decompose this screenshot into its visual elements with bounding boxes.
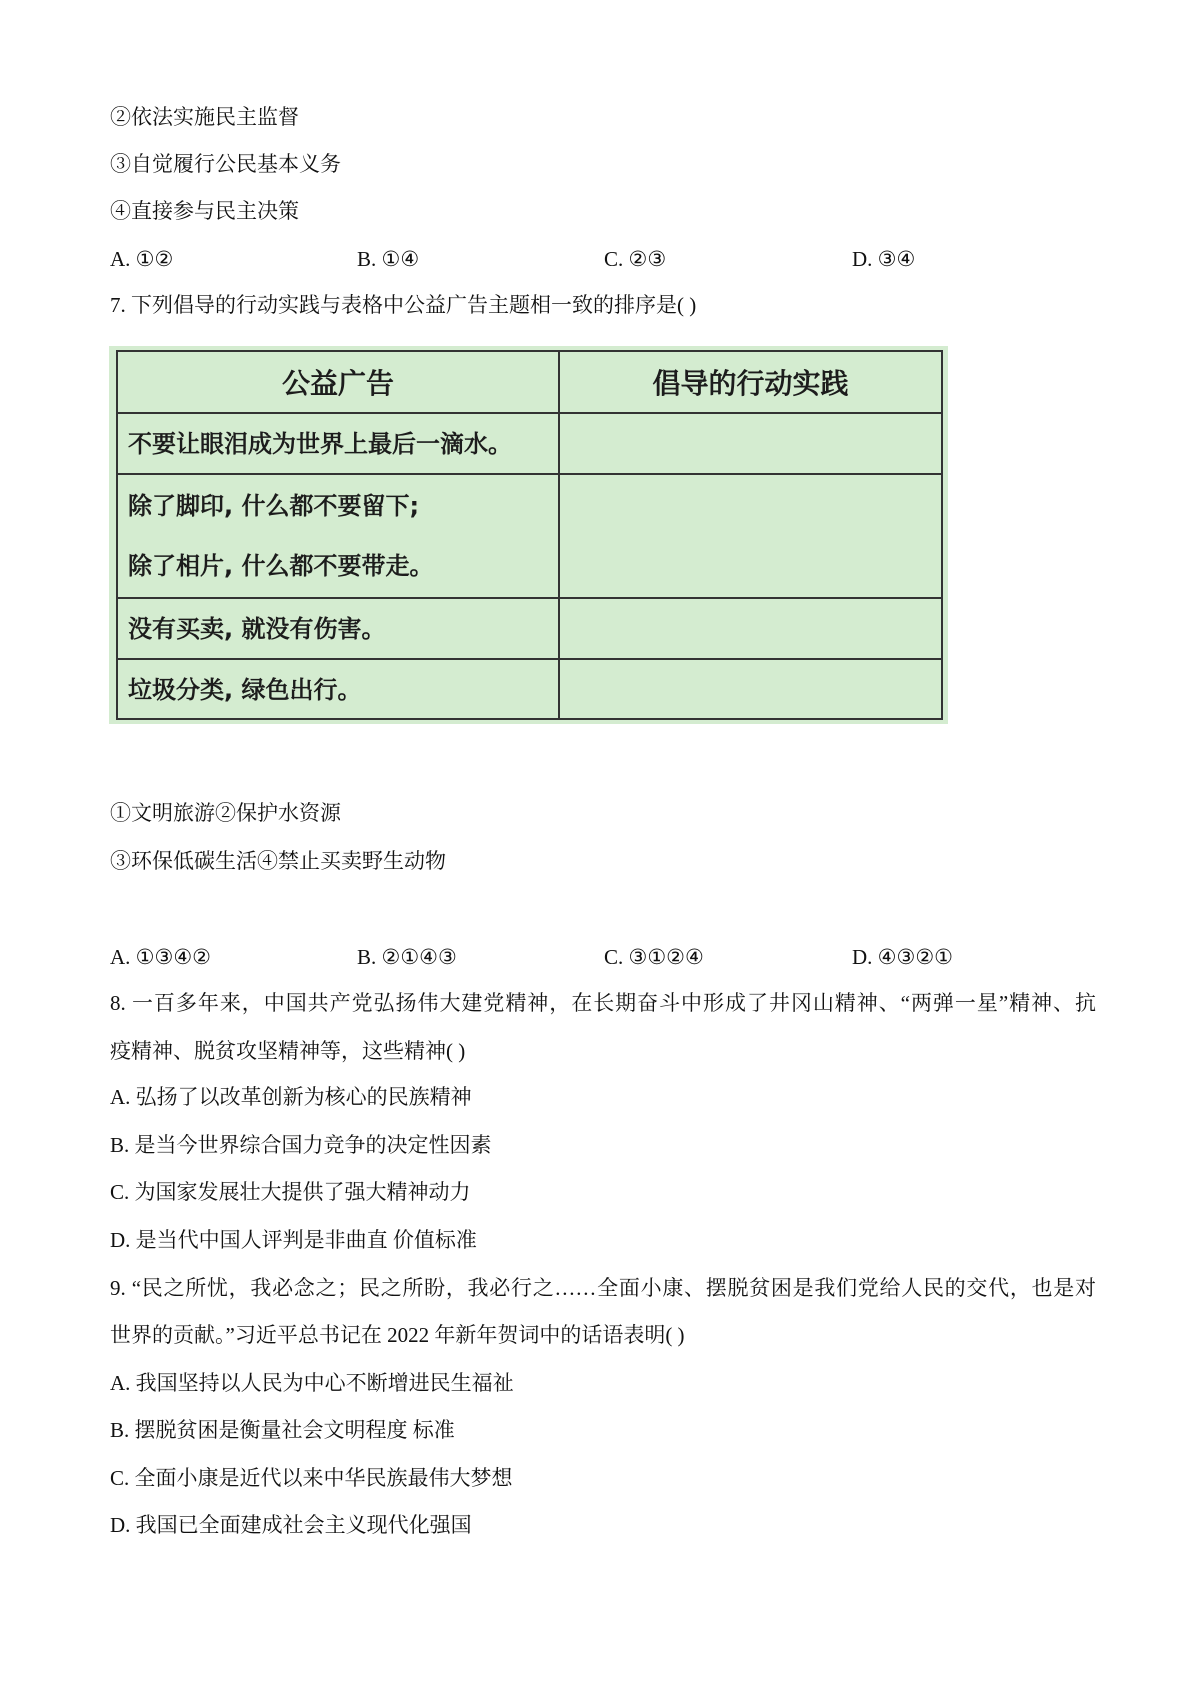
q6-option-b: B. ①④ — [357, 247, 420, 271]
table-cell-ad — [118, 660, 560, 720]
table-cell-ad — [118, 475, 560, 597]
q9-option-b: B. 摆脱贫困是衡量社会文明程度 标准 — [110, 1418, 455, 1442]
table-header-row — [118, 352, 941, 412]
q7-option-c: C. ③①②④ — [604, 945, 704, 969]
table-cell-practice — [560, 414, 941, 474]
table-cell-ad — [118, 414, 560, 474]
q7-option-b: B. ②①④③ — [357, 945, 457, 969]
q8-option-c: C. 为国家发展壮大提供了强大精神动力 — [110, 1180, 471, 1204]
q7-item-1: ①文明旅游②保护水资源 — [110, 801, 341, 825]
table-cell-line: 垃圾分类, 绿色出行。 — [128, 676, 362, 704]
table-row — [118, 597, 941, 658]
q9-stem-line-1: 9. “民之所忧，我必念之；民之所盼，我必行之……全面小康、摆脱贫困是我们党给人民的交代，也是对 — [110, 1276, 1096, 1300]
table-header-practice: 倡导的行动实践 — [652, 367, 849, 400]
q6-item-2: ②依法实施民主监督 — [110, 105, 299, 129]
q6-item-3: ③自觉履行公民基本义务 — [110, 152, 341, 176]
table-row — [118, 412, 941, 473]
q6-item-4: ④直接参与民主决策 — [110, 199, 299, 223]
table-row — [118, 658, 941, 718]
table-cell-ad — [118, 599, 560, 659]
q9-option-a: A. 我国坚持以人民为中心不断增进民生福祉 — [110, 1371, 514, 1395]
table-cell-practice — [560, 660, 941, 720]
q7-option-d: D. ④③②① — [852, 945, 953, 969]
table-cell-line: 除了脚印, 什么都不要留下; — [128, 492, 420, 520]
table-row — [118, 473, 941, 597]
table-cell-line: 除了相片, 什么都不要带走。 — [128, 552, 434, 580]
q6-options — [0, 245, 1200, 273]
q7-item-2: ③环保低碳生活④禁止买卖野生动物 — [110, 849, 446, 873]
q6-option-a: A. ①② — [110, 247, 174, 271]
q7-option-a: A. ①③④② — [110, 945, 211, 969]
q9-option-c: C. 全面小康是近代以来中华民族最伟大梦想 — [110, 1466, 513, 1490]
q8-option-d: D. 是当代中国人评判是非曲直 价值标准 — [110, 1228, 477, 1252]
q8-stem-line-2: 疫精神、脱贫攻坚精神等，这些精神( ) — [110, 1039, 466, 1063]
q8-option-a: A. 弘扬了以改革创新为核心的民族精神 — [110, 1085, 472, 1109]
q8-option-b: B. 是当今世界综合国力竞争的决定性因素 — [110, 1133, 492, 1157]
table-cell-line: 不要让眼泪成为世界上最后一滴水。 — [128, 430, 512, 458]
q7-stem: 7. 下列倡导的行动实践与表格中公益广告主题相一致的排序是( ) — [110, 293, 697, 317]
q6-option-d: D. ③④ — [852, 247, 916, 271]
table-cell-practice — [560, 475, 941, 597]
q9-option-d: D. 我国已全面建成社会主义现代化强国 — [110, 1513, 472, 1537]
table-cell-practice — [560, 599, 941, 659]
q7-table — [116, 350, 943, 720]
q9-stem-line-2: 世界的贡献。”习近平总书记在 2022 年新年贺词中的话语表明( ) — [110, 1323, 685, 1347]
q7-options — [0, 943, 1200, 971]
q6-option-c: C. ②③ — [604, 247, 667, 271]
q8-stem-line-1: 8. 一百多年来，中国共产党弘扬伟大建党精神，在长期奋斗中形成了井冈山精神、“两弹一星”精神、抗 — [110, 991, 1096, 1015]
table-cell-line: 没有买卖, 就没有伤害。 — [128, 615, 386, 643]
table-header-ad: 公益广告 — [118, 352, 560, 412]
